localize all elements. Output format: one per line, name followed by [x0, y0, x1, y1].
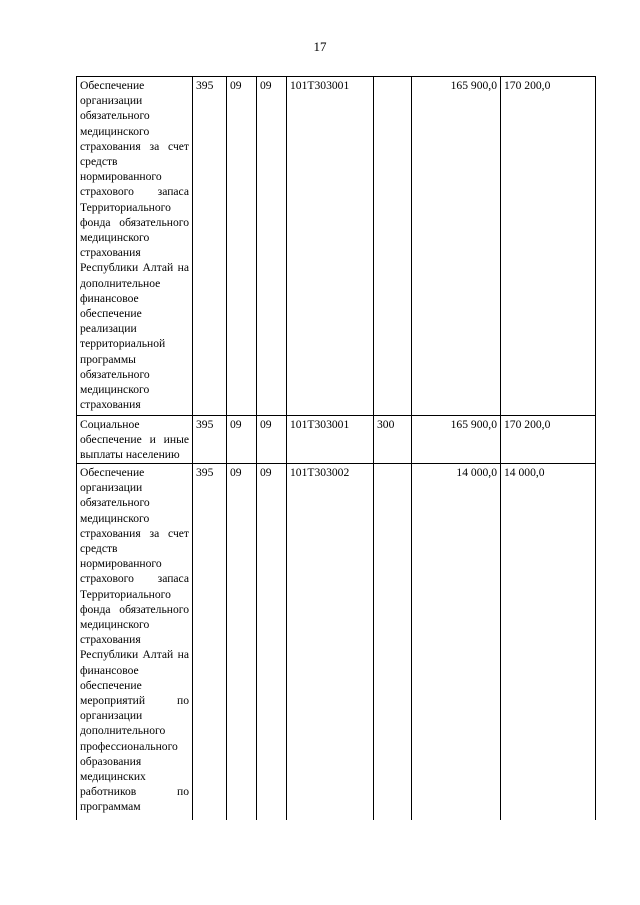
table-row: [77, 416, 596, 464]
table-row: [77, 77, 596, 416]
row-name-cell: Обеспечение организации обязательного медицинского страхования за счет средств нормированного страхового запаса Территориального фонда обязательного медицинского страхования Республики Алтай на дополнительное финансовое обеспечение реализации территориальной программы обязательного медицинского страхования: [77, 77, 193, 416]
page-number: 17: [313, 39, 327, 54]
ministry-code-cell: 395: [193, 416, 227, 464]
target-article-cell: 101Т303001: [287, 416, 374, 464]
amount-year-2-cell: 170 200,0: [501, 77, 596, 416]
expense-type-cell: [374, 464, 412, 821]
row-name-cell: Обеспечение организации обязательного медицинского страхования за счет средств нормированного страхового запаса Территориального фонда обязательного медицинского страхования Республики Алтай на финансовое обеспечение мероприятий по организации дополнительного профессионального образования медицинских работников по программам: [77, 464, 193, 821]
table-row: [77, 464, 596, 821]
target-article-cell: 101Т303001: [287, 77, 374, 416]
amount-year-2-cell: 14 000,0: [501, 464, 596, 821]
section-cell: 09: [227, 464, 257, 821]
ministry-code-cell: 395: [193, 77, 227, 416]
amount-year-1-cell: 14 000,0: [412, 464, 501, 821]
amount-year-1-cell: 165 900,0: [412, 416, 501, 464]
amount-year-2-cell: 170 200,0: [501, 416, 596, 464]
expense-type-cell: [374, 77, 412, 416]
section-cell: 09: [227, 416, 257, 464]
budget-table: [76, 76, 596, 820]
expense-type-cell: 300: [374, 416, 412, 464]
subsection-cell: 09: [257, 77, 287, 416]
row-name-cell: Социальное обеспечение и иные выплаты населению: [77, 416, 193, 464]
subsection-cell: 09: [257, 416, 287, 464]
amount-year-1-cell: 165 900,0: [412, 77, 501, 416]
target-article-cell: 101Т303002: [287, 464, 374, 821]
section-cell: 09: [227, 77, 257, 416]
subsection-cell: 09: [257, 464, 287, 821]
ministry-code-cell: 395: [193, 464, 227, 821]
